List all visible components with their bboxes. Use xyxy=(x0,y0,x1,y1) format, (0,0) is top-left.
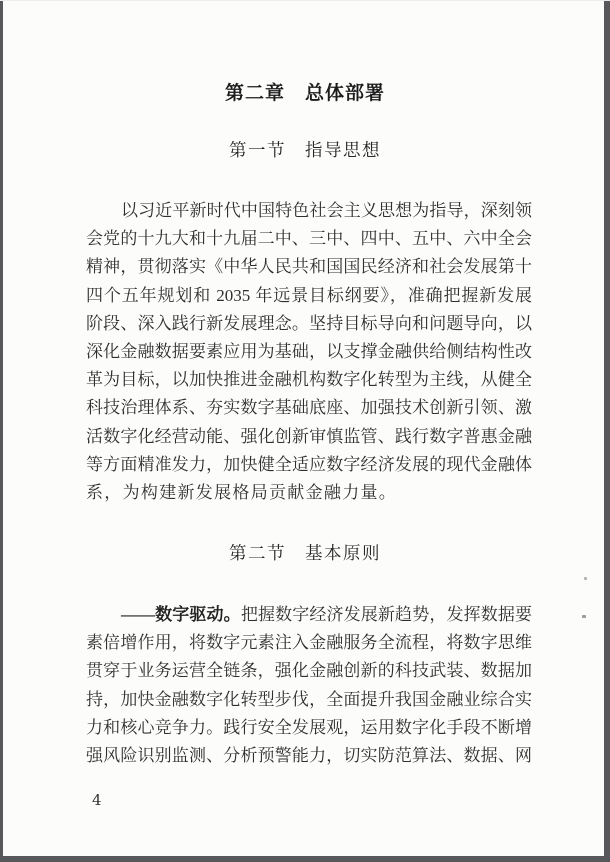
paragraph-line: 等方面精准发力，加快健全适应数字经济发展的现代金融体 xyxy=(86,454,532,474)
paragraph-text: 把握数字经济发展新趋势，发挥数据要 xyxy=(240,605,533,624)
paragraph-line: 贯穿于业务运营全链条，强化金融创新的科技武装、数据加 xyxy=(86,661,532,681)
paragraph-line: 会党的十九大和十九届二中、三中、四中、五中、六中全会 xyxy=(86,229,532,249)
scan-speck xyxy=(584,577,587,580)
section-title-2: 第二节 基本原则 xyxy=(229,543,381,563)
paragraph-line: 革为目标，以加快推进金融机构数字化转型为主线，从健全 xyxy=(86,370,532,390)
paragraph-line: 科技治理体系、夯实数字基础底座、加强技术创新引领、激 xyxy=(86,398,532,418)
scan-edge-left xyxy=(0,1,3,862)
scan-edge-bottom xyxy=(0,856,610,862)
page-number: 4 xyxy=(92,791,102,809)
paragraph-line: 四个五年规划和 2035 年远景目标纲要》，准确把握新发展 xyxy=(86,285,532,305)
paragraph-line: 持，加快金融数字化转型步伐，全面提升我国金融业综合实 xyxy=(86,689,532,709)
paragraph-line: 力和核心竞争力。践行安全发展观，运用数字化手段不断增 xyxy=(86,717,532,737)
paragraph-basic-principles xyxy=(86,601,532,770)
paragraph-line: 活数字化经营动能、强化创新审慎监管、践行数字普惠金融 xyxy=(86,426,532,446)
section-title-1: 第一节 指导思想 xyxy=(229,140,381,160)
paragraph-line: 系，为构建新发展格局贡献金融力量。 xyxy=(86,482,398,502)
scan-speck xyxy=(582,615,586,618)
paragraph-line: 深化金融数据要素应用为基础，以支撑金融供给侧结构性改 xyxy=(86,341,532,361)
paragraph-line: 强风险识别监测、分析预警能力，切实防范算法、数据、网 xyxy=(86,745,532,765)
paragraph-line: 精神，贯彻落实《中华人民共和国国民经济和社会发展第十 xyxy=(86,257,532,277)
principle-lead: ——数字驱动。 xyxy=(121,605,241,624)
paragraph-line: 以习近平新时代中国特色社会主义思想为指导，深刻领 xyxy=(121,201,532,220)
paragraph-guiding-ideology xyxy=(86,197,532,507)
paragraph-line: 阶段、深入践行新发展理念。坚持目标导向和问题导向，以 xyxy=(86,313,532,333)
paragraph-line xyxy=(86,601,532,629)
paragraph-line: 素倍增作用，将数字元素注入金融服务全流程，将数字思维 xyxy=(86,633,532,653)
scan-edge-right xyxy=(604,1,610,862)
chapter-title: 第二章 总体部署 xyxy=(224,83,385,104)
